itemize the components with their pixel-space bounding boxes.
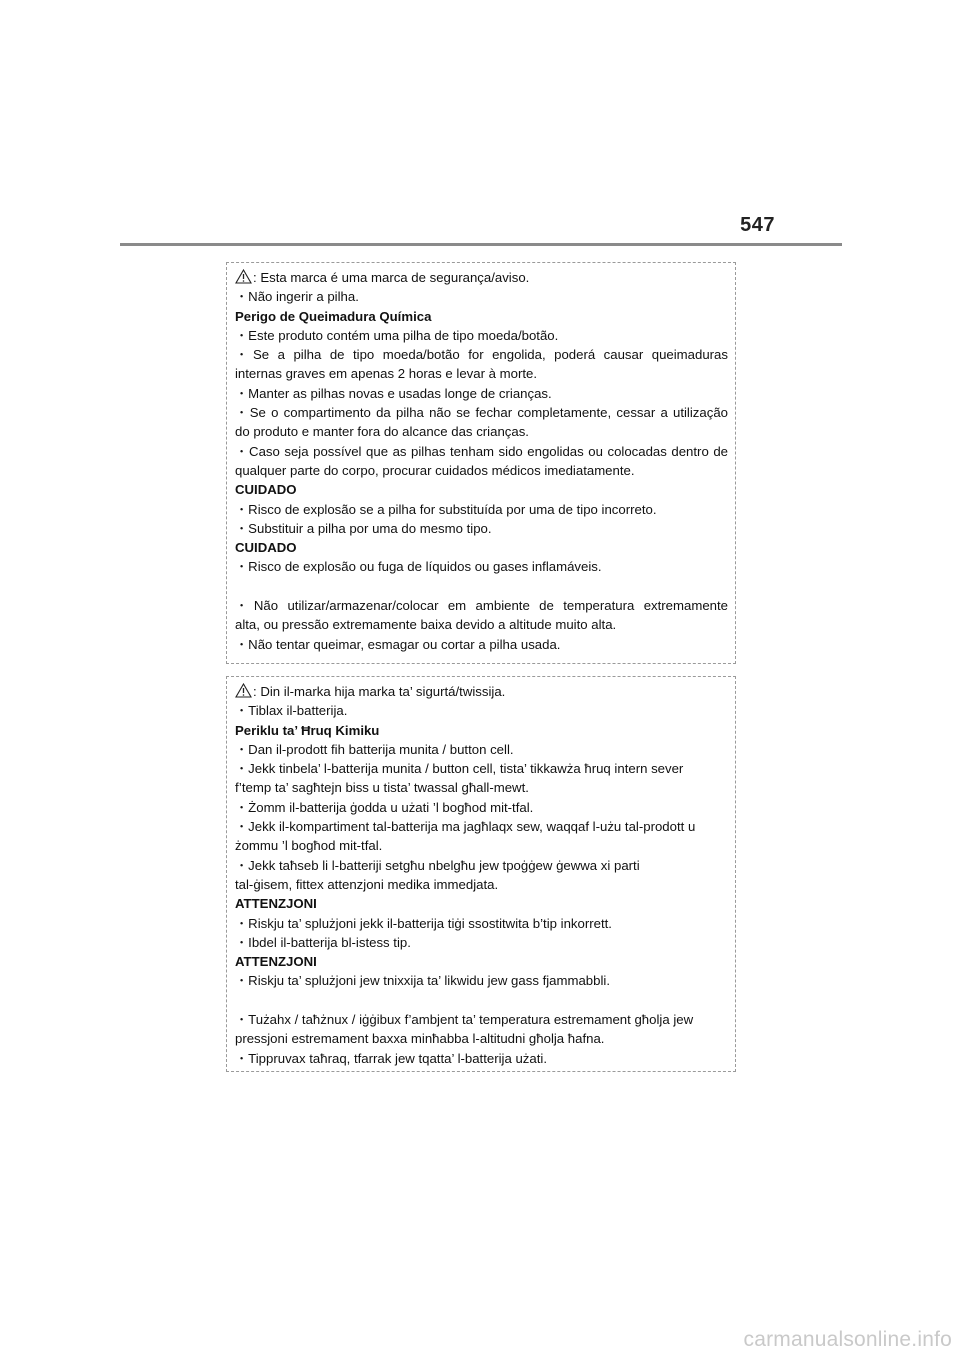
blank-line <box>235 991 728 1010</box>
text-line: tal-ġisem, fittex attenzjoni medika immedjata. <box>235 876 499 892</box>
warning-symbol-line <box>235 268 728 287</box>
text-line: pressjoni estremament baxxa minħabba l-altitudni għolja ħafna. <box>235 1031 605 1047</box>
text-line: ・Jekk il-kompartiment tal-batterija ma jagħlaqx sew, waqqaf l-użu tal-prodott u <box>235 819 696 835</box>
text-line: żommu ’l bogħod mit-tfal. <box>235 838 383 854</box>
text-line: f’temp ta’ sagħtejn biss u tista’ twassal għall-mewt. <box>235 780 529 796</box>
section-heading: CUIDADO <box>235 482 297 498</box>
header-rule <box>120 243 842 246</box>
text-line: do produto e manter fora do alcance das crianças. <box>235 424 529 440</box>
blank-line <box>235 577 728 596</box>
text-line: ・Não tentar queimar, esmagar ou cortar a pilha usada. <box>235 636 561 652</box>
text-line: ・Riskju ta’ splużjoni jew tnixxija ta’ likwidu jew gass fjammabbli. <box>235 973 610 989</box>
page-number: 547 <box>740 214 775 236</box>
text-line: ・Dan il-prodott fih batterija munita / button cell. <box>235 741 514 757</box>
text-line: ・Caso seja possível que as pilhas tenham sido engolidas ou colocadas dentro de <box>235 443 728 459</box>
section-heading: CUIDADO <box>235 540 297 556</box>
text-line: ・Ibdel il-batterija bl-istess tip. <box>235 934 411 950</box>
text-line: ・Tippruvax taħraq, tfarrak jew tqatta’ l-batterija użati. <box>235 1050 547 1066</box>
text-line: ・Risco de explosão se a pilha for substituída por uma de tipo incorreto. <box>235 501 657 517</box>
warning-symbol-line <box>235 682 728 701</box>
text-line: ・Não utilizar/armazenar/colocar em ambiente de temperatura extremamente <box>235 598 728 614</box>
text-line: internas graves em apenas 2 horas e levar à morte. <box>235 366 538 382</box>
text-line: qualquer parte do corpo, procurar cuidados médicos imediatamente. <box>235 462 635 478</box>
warning-box-portuguese <box>226 262 736 664</box>
warning-triangle-icon <box>235 269 252 284</box>
section-heading: ATTENZJONI <box>235 896 317 912</box>
section-heading: Perigo de Queimadura Química <box>235 308 432 324</box>
text-line: ・Manter as pilhas novas e usadas longe de crianças. <box>235 385 552 401</box>
text-line: ・Não ingerir a pilha. <box>235 289 359 305</box>
section-heading: Periklu ta’ Ħruq Kimiku <box>235 722 380 738</box>
warning-symbol-text: : Din il-marka hija marka ta’ sigurtá/twissija. <box>253 684 506 699</box>
text-line: ・Se o compartimento da pilha não se fechar completamente, cessar a utilização <box>235 405 728 421</box>
text-line: ・Jekk taħseb li l-batteriji setgħu nbelgħu jew tpoġġew ġewwa xi parti <box>235 857 640 873</box>
watermark: carmanualsonline.info <box>743 1328 952 1351</box>
text-line: ・Riskju ta’ splużjoni jekk il-batterija tiġi ssostitwita b’tip inkorrett. <box>235 915 612 931</box>
text-line: ・Tużahx / taħżnux / iġġibux f’ambjent ta’ temperatura estremament għolja jew <box>235 1012 694 1028</box>
text-line: ・Risco de explosão ou fuga de líquidos ou gases inflamáveis. <box>235 559 602 575</box>
text-line: ・Se a pilha de tipo moeda/botão for engolida, poderá causar queimaduras <box>235 347 728 363</box>
text-line: ・Substituir a pilha por uma do mesmo tipo. <box>235 520 492 536</box>
text-line: ・Jekk tinbela’ l-batterija munita / button cell, tista’ tikkawża ħruq intern sever <box>235 761 684 777</box>
warning-triangle-icon <box>235 683 252 698</box>
text-line: ・Żomm il-batterija ġodda u użati ’l bogħod mit-tfal. <box>235 799 534 815</box>
warning-symbol-text: : Esta marca é uma marca de segurança/aviso. <box>253 270 530 285</box>
warning-box-maltese <box>226 676 736 1072</box>
section-heading: ATTENZJONI <box>235 954 317 970</box>
text-line: ・Este produto contém uma pilha de tipo moeda/botão. <box>235 327 559 343</box>
text-line: alta, ou pressão extremamente baixa devido a altitude muito alta. <box>235 617 617 633</box>
text-line: ・Tiblax il-batterija. <box>235 703 348 719</box>
